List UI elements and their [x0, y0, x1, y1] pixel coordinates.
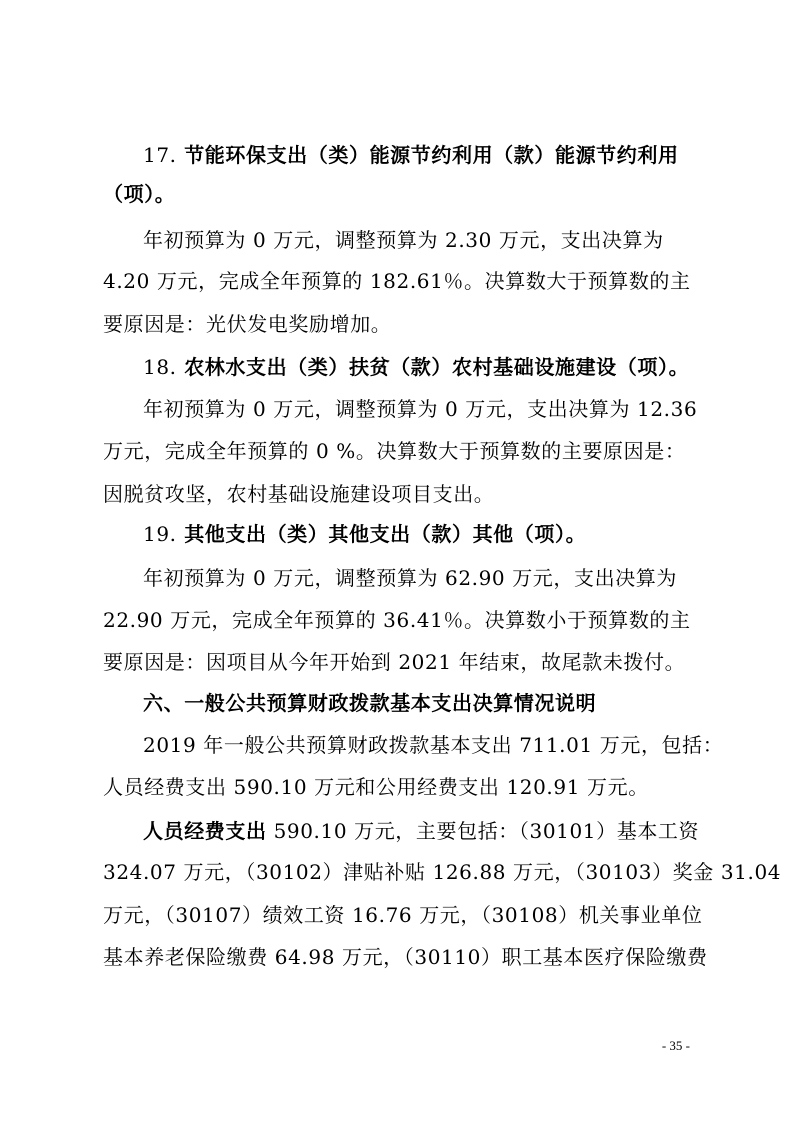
personnel-line-1-rest: 590.10 万元，主要包括：（30101）基本工资 [266, 819, 700, 843]
personnel-paragraph-line-4: 基本养老保险缴费 64.98 万元，（30110）职工基本医疗保险缴费 [103, 945, 708, 969]
item-17-heading [143, 141, 693, 169]
item-19-paragraph-line-3: 要原因是：因项目从今年开始到 2021 年结束，故尾款未拨付。 [103, 650, 686, 674]
section-6-paragraph-line-2: 人员经费支出 590.10 万元和公用经费支出 120.91 万元。 [103, 775, 649, 799]
personnel-label: 人员经费支出 [143, 819, 267, 843]
item-17-paragraph-line-2: 4.20 万元，完成全年预算的 182.61％。决算数大于预算数的主 [103, 269, 691, 293]
item-19-heading-text: 其他支出（类）其他支出（款）其他（项）。 [184, 522, 587, 546]
item-19-paragraph-line-2: 22.90 万元，完成全年预算的 36.41％。决算数小于预算数的主 [103, 608, 691, 632]
section-6-title: 六、一般公共预算财政拨款基本支出决算情况说明 [143, 691, 597, 715]
personnel-paragraph-line-3: 万元，（30107）绩效工资 16.76 万元，（30108）机关事业单位 [103, 903, 703, 927]
item-19-heading [143, 520, 693, 548]
item-18-paragraph-line-1: 年初预算为 0 万元，调整预算为 0 万元，支出决算为 12.36 [143, 397, 698, 421]
item-17-paragraph-line-1: 年初预算为 0 万元，调整预算为 2.30 万元，支出决算为 [143, 228, 664, 252]
item-17-heading-continuation: （项）。 [103, 182, 176, 206]
item-17-paragraph-line-3: 要原因是：光伏发电奖励增加。 [103, 312, 392, 336]
section-6-paragraph-line-1: 2019 年一般公共预算财政拨款基本支出 711.01 万元，包括： [143, 733, 724, 757]
item-18-heading-text: 农林水支出（类）扶贫（款）农村基础设施建设（项）。 [184, 355, 690, 379]
item-17-heading-text: 节能环保支出（类）能源节约利用（款）能源节约利用 [184, 143, 679, 167]
item-18-paragraph-line-2: 万元，完成全年预算的 0 %。决算数大于预算数的主要原因是： [103, 439, 686, 463]
item-18-number: 18. [143, 355, 177, 379]
item-18-paragraph-line-3: 因脱贫攻坚，农村基础设施建设项目支出。 [103, 482, 495, 506]
item-17-number: 17. [143, 143, 177, 167]
item-18-heading [143, 353, 693, 381]
personnel-paragraph-line-1 [143, 817, 700, 845]
personnel-paragraph-line-2: 324.07 万元，（30102）津贴补贴 126.88 万元，（30103）奖金 31.04 [103, 860, 782, 884]
page-number: - 35 - [661, 1038, 690, 1053]
item-19-paragraph-line-1: 年初预算为 0 万元，调整预算为 62.90 万元，支出决算为 [143, 566, 678, 590]
item-19-number: 19. [143, 522, 177, 546]
